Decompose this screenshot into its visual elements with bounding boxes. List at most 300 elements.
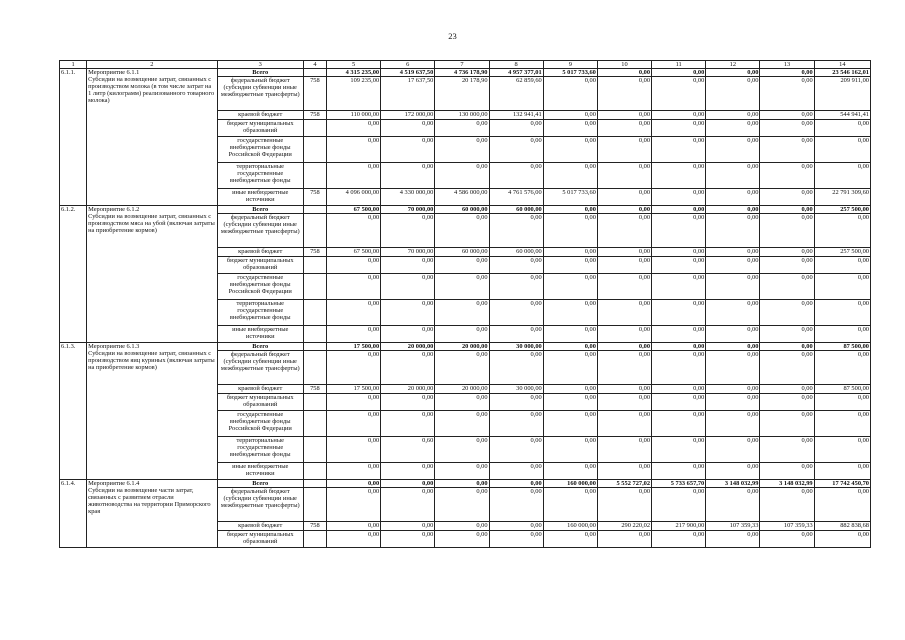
amount-cell: 0,00 xyxy=(543,206,597,214)
amount-cell: 0,00 xyxy=(597,351,651,385)
amount-cell: 0,00 xyxy=(435,120,489,137)
amount-cell: 20 000,00 xyxy=(381,385,435,394)
amount-cell: 0,00 xyxy=(706,394,760,411)
amount-cell: 0,00 xyxy=(814,137,870,163)
amount-cell: 0,00 xyxy=(597,206,651,214)
amount-cell: 0,00 xyxy=(760,189,814,206)
amount-cell: 0,00 xyxy=(706,163,760,189)
amount-cell: 5 552 727,02 xyxy=(597,480,651,488)
funding-source: территориальные государственные внебюджетные фонды xyxy=(217,437,303,463)
amount-cell: 4 957 377,01 xyxy=(489,69,543,77)
budget-code xyxy=(303,488,326,522)
amount-cell: 4 330 000,00 xyxy=(381,189,435,206)
amount-cell: 30 000,00 xyxy=(489,343,543,351)
amount-cell: 0,00 xyxy=(652,531,706,548)
table-row xyxy=(60,206,871,214)
funding-source: федеральный бюджет (субсидии субвенции иные межбюджетные трансферты) xyxy=(217,77,303,111)
amount-cell: 0,00 xyxy=(652,274,706,300)
amount-cell: 0,00 xyxy=(543,248,597,257)
amount-cell: 4 519 637,50 xyxy=(381,69,435,77)
amount-cell: 23 546 162,01 xyxy=(814,69,870,77)
amount-cell: 0,00 xyxy=(760,326,814,343)
amount-cell: 0,00 xyxy=(652,137,706,163)
amount-cell: 0,00 xyxy=(597,300,651,326)
measure-number: 6.1.1. xyxy=(60,69,87,206)
amount-cell: 0,00 xyxy=(597,248,651,257)
amount-cell: 0,00 xyxy=(706,274,760,300)
amount-cell: 0,00 xyxy=(760,120,814,137)
funding-source: территориальные государственные внебюджетные фонды xyxy=(217,300,303,326)
funding-source: Всего xyxy=(217,69,303,77)
amount-cell: 0,00 xyxy=(597,69,651,77)
column-header: 1 xyxy=(60,61,87,69)
amount-cell: 0,00 xyxy=(543,531,597,548)
amount-cell: 0,00 xyxy=(597,257,651,274)
amount-cell: 4 586 000,00 xyxy=(435,189,489,206)
amount-cell: 0,00 xyxy=(489,437,543,463)
amount-cell: 0,00 xyxy=(326,437,380,463)
amount-cell: 4 736 178,90 xyxy=(435,69,489,77)
table-row xyxy=(60,343,871,351)
amount-cell: 0,00 xyxy=(652,69,706,77)
budget-code xyxy=(303,480,326,488)
amount-cell: 0,00 xyxy=(435,137,489,163)
budget-code xyxy=(303,394,326,411)
funding-source: краевой бюджет xyxy=(217,385,303,394)
amount-cell: 882 838,68 xyxy=(814,522,870,531)
amount-cell: 0,00 xyxy=(489,488,543,522)
amount-cell: 0,00 xyxy=(435,274,489,300)
amount-cell: 4 315 235,00 xyxy=(326,69,380,77)
amount-cell: 67 500,00 xyxy=(326,248,380,257)
amount-cell: 544 941,41 xyxy=(814,111,870,120)
measure-number: 6.1.3. xyxy=(60,343,87,480)
amount-cell: 160 000,00 xyxy=(543,522,597,531)
amount-cell: 0,00 xyxy=(435,214,489,248)
funding-source: федеральный бюджет (субсидии субвенции иные межбюджетные трансферты) xyxy=(217,488,303,522)
funding-source: государственные внебюджетные фонды Российской Федерации xyxy=(217,411,303,437)
measure-description-cell xyxy=(87,206,217,343)
amount-cell: 0,00 xyxy=(652,394,706,411)
amount-cell: 0,00 xyxy=(489,522,543,531)
amount-cell: 0,00 xyxy=(814,274,870,300)
amount-cell: 0,00 xyxy=(489,120,543,137)
amount-cell: 0,00 xyxy=(543,488,597,522)
amount-cell: 0,00 xyxy=(597,437,651,463)
amount-cell: 217 900,00 xyxy=(652,522,706,531)
funding-source: иные внебюджетные источники xyxy=(217,463,303,480)
amount-cell: 0,00 xyxy=(326,163,380,189)
amount-cell: 0,00 xyxy=(435,394,489,411)
funding-source: бюджет муниципальных образований xyxy=(217,120,303,137)
amount-cell: 3 148 032,99 xyxy=(706,480,760,488)
amount-cell: 0,00 xyxy=(543,437,597,463)
amount-cell: 5 017 733,60 xyxy=(543,69,597,77)
funding-source: Всего xyxy=(217,343,303,351)
measure-title: Мероприятие 6.1.4 xyxy=(88,480,140,487)
funding-source: Всего xyxy=(217,206,303,214)
amount-cell: 20 178,90 xyxy=(435,77,489,111)
amount-cell: 0,00 xyxy=(543,351,597,385)
amount-cell: 0,00 xyxy=(435,163,489,189)
amount-cell: 30 000,00 xyxy=(489,385,543,394)
amount-cell: 0,00 xyxy=(597,411,651,437)
amount-cell: 0,00 xyxy=(597,463,651,480)
amount-cell: 0,00 xyxy=(326,351,380,385)
amount-cell: 209 911,00 xyxy=(814,77,870,111)
funding-source: бюджет муниципальных образований xyxy=(217,531,303,548)
amount-cell: 0,00 xyxy=(706,111,760,120)
amount-cell: 0,00 xyxy=(489,257,543,274)
amount-cell: 0,00 xyxy=(489,394,543,411)
amount-cell: 0,00 xyxy=(706,69,760,77)
amount-cell: 0,00 xyxy=(706,189,760,206)
amount-cell: 0,00 xyxy=(814,351,870,385)
column-header: 2 xyxy=(87,61,217,69)
column-header: 10 xyxy=(597,61,651,69)
amount-cell: 0,00 xyxy=(652,257,706,274)
amount-cell: 0,00 xyxy=(326,411,380,437)
amount-cell: 0,00 xyxy=(489,531,543,548)
amount-cell: 0,00 xyxy=(326,394,380,411)
budget-code xyxy=(303,411,326,437)
amount-cell: 3 148 032,99 xyxy=(760,480,814,488)
amount-cell: 0,00 xyxy=(597,531,651,548)
amount-cell: 0,00 xyxy=(814,214,870,248)
amount-cell: 110 000,00 xyxy=(326,111,380,120)
amount-cell: 0,00 xyxy=(597,274,651,300)
measure-description: Субсидии на возмещение затрат, связанных с производством мяса на убой (включая затраты на приобретение кормов) xyxy=(88,213,215,234)
amount-cell: 0,00 xyxy=(652,411,706,437)
amount-cell: 0,00 xyxy=(489,300,543,326)
amount-cell: 257 500,00 xyxy=(814,248,870,257)
amount-cell: 0,00 xyxy=(326,531,380,548)
budget-code xyxy=(303,69,326,77)
column-header: 6 xyxy=(381,61,435,69)
amount-cell: 0,60 xyxy=(381,437,435,463)
amount-cell: 0,00 xyxy=(543,163,597,189)
table-row xyxy=(60,69,871,77)
amount-cell: 0,00 xyxy=(814,326,870,343)
amount-cell: 0,00 xyxy=(760,531,814,548)
amount-cell: 0,00 xyxy=(652,488,706,522)
amount-cell: 0,00 xyxy=(326,120,380,137)
amount-cell: 0,00 xyxy=(706,248,760,257)
amount-cell: 0,00 xyxy=(381,137,435,163)
page-number: 23 xyxy=(448,31,457,41)
amount-cell: 0,00 xyxy=(760,248,814,257)
amount-cell: 0,00 xyxy=(326,463,380,480)
amount-cell: 0,00 xyxy=(706,300,760,326)
amount-cell: 0,00 xyxy=(760,257,814,274)
amount-cell: 0,00 xyxy=(489,463,543,480)
amount-cell: 0,00 xyxy=(326,137,380,163)
budget-code xyxy=(303,274,326,300)
amount-cell: 0,00 xyxy=(381,300,435,326)
measure-description: Субсидии на возмещение затрат, связанных с производством молока (в том числе затрат на 1 литр (килограмм) реализованного товарного молока) xyxy=(88,76,215,104)
amount-cell: 0,00 xyxy=(706,77,760,111)
amount-cell: 0,00 xyxy=(652,189,706,206)
amount-cell: 20 000,00 xyxy=(435,385,489,394)
amount-cell: 0,00 xyxy=(814,257,870,274)
amount-cell: 0,00 xyxy=(652,163,706,189)
budget-code xyxy=(303,463,326,480)
budget-code: 758 xyxy=(303,77,326,111)
amount-cell: 0,00 xyxy=(706,437,760,463)
amount-cell: 0,00 xyxy=(760,351,814,385)
amount-cell: 0,00 xyxy=(597,163,651,189)
amount-cell: 0,00 xyxy=(435,300,489,326)
funding-source: краевой бюджет xyxy=(217,111,303,120)
amount-cell: 0,00 xyxy=(489,214,543,248)
amount-cell: 0,00 xyxy=(597,385,651,394)
amount-cell: 0,00 xyxy=(543,463,597,480)
amount-cell: 0,00 xyxy=(814,300,870,326)
funding-source: федеральный бюджет (субсидии субвенции иные межбюджетные трансферты) xyxy=(217,351,303,385)
amount-cell: 0,00 xyxy=(381,274,435,300)
budget-code xyxy=(303,257,326,274)
amount-cell: 0,00 xyxy=(760,488,814,522)
amount-cell: 0,00 xyxy=(381,257,435,274)
amount-cell: 22 791 309,60 xyxy=(814,189,870,206)
amount-cell: 70 000,00 xyxy=(381,206,435,214)
amount-cell: 0,00 xyxy=(326,522,380,531)
amount-cell: 0,00 xyxy=(814,411,870,437)
amount-cell: 0,00 xyxy=(489,274,543,300)
amount-cell: 0,00 xyxy=(652,77,706,111)
measure-description-cell xyxy=(87,343,217,480)
budget-code xyxy=(303,137,326,163)
budget-code: 758 xyxy=(303,248,326,257)
amount-cell: 0,00 xyxy=(381,480,435,488)
amount-cell: 0,00 xyxy=(381,522,435,531)
amount-cell: 0,00 xyxy=(597,326,651,343)
amount-cell: 5 733 657,70 xyxy=(652,480,706,488)
column-header: 12 xyxy=(706,61,760,69)
amount-cell: 132 941,41 xyxy=(489,111,543,120)
amount-cell: 87 500,00 xyxy=(814,385,870,394)
amount-cell: 4 761 576,00 xyxy=(489,189,543,206)
column-header: 8 xyxy=(489,61,543,69)
budget-code xyxy=(303,343,326,351)
amount-cell: 20 000,00 xyxy=(435,343,489,351)
amount-cell: 0,00 xyxy=(543,214,597,248)
amount-cell: 0,00 xyxy=(760,77,814,111)
amount-cell: 0,00 xyxy=(326,257,380,274)
amount-cell: 0,00 xyxy=(706,326,760,343)
amount-cell: 0,00 xyxy=(760,343,814,351)
amount-cell: 0,00 xyxy=(543,394,597,411)
amount-cell: 0,00 xyxy=(435,326,489,343)
amount-cell: 0,00 xyxy=(597,120,651,137)
amount-cell: 0,00 xyxy=(652,326,706,343)
amount-cell: 0,00 xyxy=(706,257,760,274)
amount-cell: 0,00 xyxy=(652,206,706,214)
amount-cell: 0,00 xyxy=(706,531,760,548)
amount-cell: 0,00 xyxy=(489,411,543,437)
amount-cell: 60 000,00 xyxy=(435,248,489,257)
amount-cell: 0,00 xyxy=(706,120,760,137)
amount-cell: 0,00 xyxy=(706,137,760,163)
budget-code: 758 xyxy=(303,111,326,120)
amount-cell: 0,00 xyxy=(381,214,435,248)
budget-code: 758 xyxy=(303,522,326,531)
amount-cell: 0,00 xyxy=(381,326,435,343)
measure-description-cell xyxy=(87,480,217,548)
amount-cell: 67 500,00 xyxy=(326,206,380,214)
amount-cell: 0,00 xyxy=(652,300,706,326)
amount-cell: 0,00 xyxy=(435,463,489,480)
measure-number: 6.1.4. xyxy=(60,480,87,548)
amount-cell: 0,00 xyxy=(597,488,651,522)
amount-cell: 130 000,00 xyxy=(435,111,489,120)
amount-cell: 0,00 xyxy=(435,522,489,531)
amount-cell: 0,00 xyxy=(652,343,706,351)
amount-cell: 0,00 xyxy=(706,463,760,480)
amount-cell: 0,00 xyxy=(381,120,435,137)
amount-cell: 0,00 xyxy=(543,300,597,326)
amount-cell: 0,00 xyxy=(652,385,706,394)
funding-source: иные внебюджетные источники xyxy=(217,326,303,343)
amount-cell: 109 235,00 xyxy=(326,77,380,111)
funding-source: бюджет муниципальных образований xyxy=(217,257,303,274)
amount-cell: 0,00 xyxy=(489,326,543,343)
amount-cell: 0,00 xyxy=(760,394,814,411)
measure-title: Мероприятие 6.1.1 xyxy=(88,69,140,76)
amount-cell: 17 742 450,70 xyxy=(814,480,870,488)
amount-cell: 0,00 xyxy=(814,437,870,463)
amount-cell: 5 017 733,60 xyxy=(543,189,597,206)
amount-cell: 0,00 xyxy=(597,189,651,206)
amount-cell: 0,00 xyxy=(543,111,597,120)
budget-code xyxy=(303,351,326,385)
amount-cell: 0,00 xyxy=(652,248,706,257)
column-header: 14 xyxy=(814,61,870,69)
amount-cell: 0,00 xyxy=(760,463,814,480)
funding-source: краевой бюджет xyxy=(217,522,303,531)
column-header: 11 xyxy=(652,61,706,69)
funding-source: краевой бюджет xyxy=(217,248,303,257)
amount-cell: 0,00 xyxy=(435,480,489,488)
amount-cell: 0,00 xyxy=(326,214,380,248)
column-header: 5 xyxy=(326,61,380,69)
amount-cell: 290 220,02 xyxy=(597,522,651,531)
amount-cell: 0,00 xyxy=(543,343,597,351)
amount-cell: 0,00 xyxy=(760,111,814,120)
amount-cell: 0,00 xyxy=(814,120,870,137)
amount-cell: 0,00 xyxy=(760,411,814,437)
amount-cell: 0,00 xyxy=(326,480,380,488)
amount-cell: 0,00 xyxy=(381,488,435,522)
budget-code: 758 xyxy=(303,189,326,206)
amount-cell: 0,00 xyxy=(489,480,543,488)
amount-cell: 0,00 xyxy=(652,120,706,137)
amount-cell: 0,00 xyxy=(381,463,435,480)
column-header: 4 xyxy=(303,61,326,69)
amount-cell: 0,00 xyxy=(652,437,706,463)
amount-cell: 0,00 xyxy=(760,300,814,326)
amount-cell: 0,00 xyxy=(706,488,760,522)
amount-cell: 0,00 xyxy=(435,437,489,463)
measure-description: Субсидии на возмещение части затрат, связанных с развитием отрасли животноводства на территории Приморского края xyxy=(88,487,211,515)
amount-cell: 0,00 xyxy=(326,300,380,326)
amount-cell: 0,00 xyxy=(760,385,814,394)
amount-cell: 0,00 xyxy=(597,343,651,351)
amount-cell: 0,00 xyxy=(326,274,380,300)
column-header-row xyxy=(60,61,871,69)
amount-cell: 0,00 xyxy=(760,206,814,214)
budget-code xyxy=(303,326,326,343)
amount-cell: 0,00 xyxy=(435,411,489,437)
measure-description-cell xyxy=(87,69,217,206)
amount-cell: 0,00 xyxy=(652,214,706,248)
amount-cell: 0,00 xyxy=(381,411,435,437)
amount-cell: 0,00 xyxy=(543,385,597,394)
amount-cell: 0,00 xyxy=(381,351,435,385)
amount-cell: 0,00 xyxy=(814,488,870,522)
amount-cell: 0,00 xyxy=(597,214,651,248)
budget-code: 758 xyxy=(303,385,326,394)
amount-cell: 0,00 xyxy=(814,394,870,411)
amount-cell: 17 500,00 xyxy=(326,343,380,351)
amount-cell: 0,00 xyxy=(326,326,380,343)
amount-cell: 0,00 xyxy=(326,488,380,522)
amount-cell: 0,00 xyxy=(652,463,706,480)
amount-cell: 0,00 xyxy=(760,69,814,77)
amount-cell: 17 637,50 xyxy=(381,77,435,111)
amount-cell: 0,00 xyxy=(489,137,543,163)
funding-source: бюджет муниципальных образований xyxy=(217,394,303,411)
column-header: 9 xyxy=(543,61,597,69)
table-row xyxy=(60,480,871,488)
amount-cell: 0,00 xyxy=(597,111,651,120)
budget-code xyxy=(303,531,326,548)
amount-cell: 62 859,60 xyxy=(489,77,543,111)
amount-cell: 60 000,00 xyxy=(489,206,543,214)
amount-cell: 0,00 xyxy=(760,163,814,189)
amount-cell: 0,00 xyxy=(706,343,760,351)
amount-cell: 0,00 xyxy=(597,394,651,411)
amount-cell: 0,00 xyxy=(706,206,760,214)
amount-cell: 0,00 xyxy=(597,77,651,111)
amount-cell: 0,00 xyxy=(381,531,435,548)
budget-code xyxy=(303,300,326,326)
amount-cell: 0,00 xyxy=(652,111,706,120)
amount-cell: 107 359,33 xyxy=(706,522,760,531)
amount-cell: 0,00 xyxy=(435,351,489,385)
amount-cell: 0,00 xyxy=(760,274,814,300)
amount-cell: 0,00 xyxy=(706,351,760,385)
table-body xyxy=(60,61,871,548)
amount-cell: 0,00 xyxy=(760,214,814,248)
amount-cell: 0,00 xyxy=(489,163,543,189)
amount-cell: 0,00 xyxy=(760,437,814,463)
amount-cell: 60 000,00 xyxy=(435,206,489,214)
funding-source: территориальные государственные внебюджетные фонды xyxy=(217,163,303,189)
budget-table xyxy=(59,60,871,548)
amount-cell: 0,00 xyxy=(597,137,651,163)
amount-cell: 0,00 xyxy=(814,463,870,480)
amount-cell: 0,00 xyxy=(381,163,435,189)
funding-source: Всего xyxy=(217,480,303,488)
amount-cell: 0,00 xyxy=(706,411,760,437)
amount-cell: 0,00 xyxy=(814,531,870,548)
amount-cell: 0,00 xyxy=(706,385,760,394)
measure-title: Мероприятие 6.1.2 xyxy=(88,206,140,213)
measure-title: Мероприятие 6.1.3 xyxy=(88,343,140,350)
column-header: 7 xyxy=(435,61,489,69)
budget-code xyxy=(303,163,326,189)
